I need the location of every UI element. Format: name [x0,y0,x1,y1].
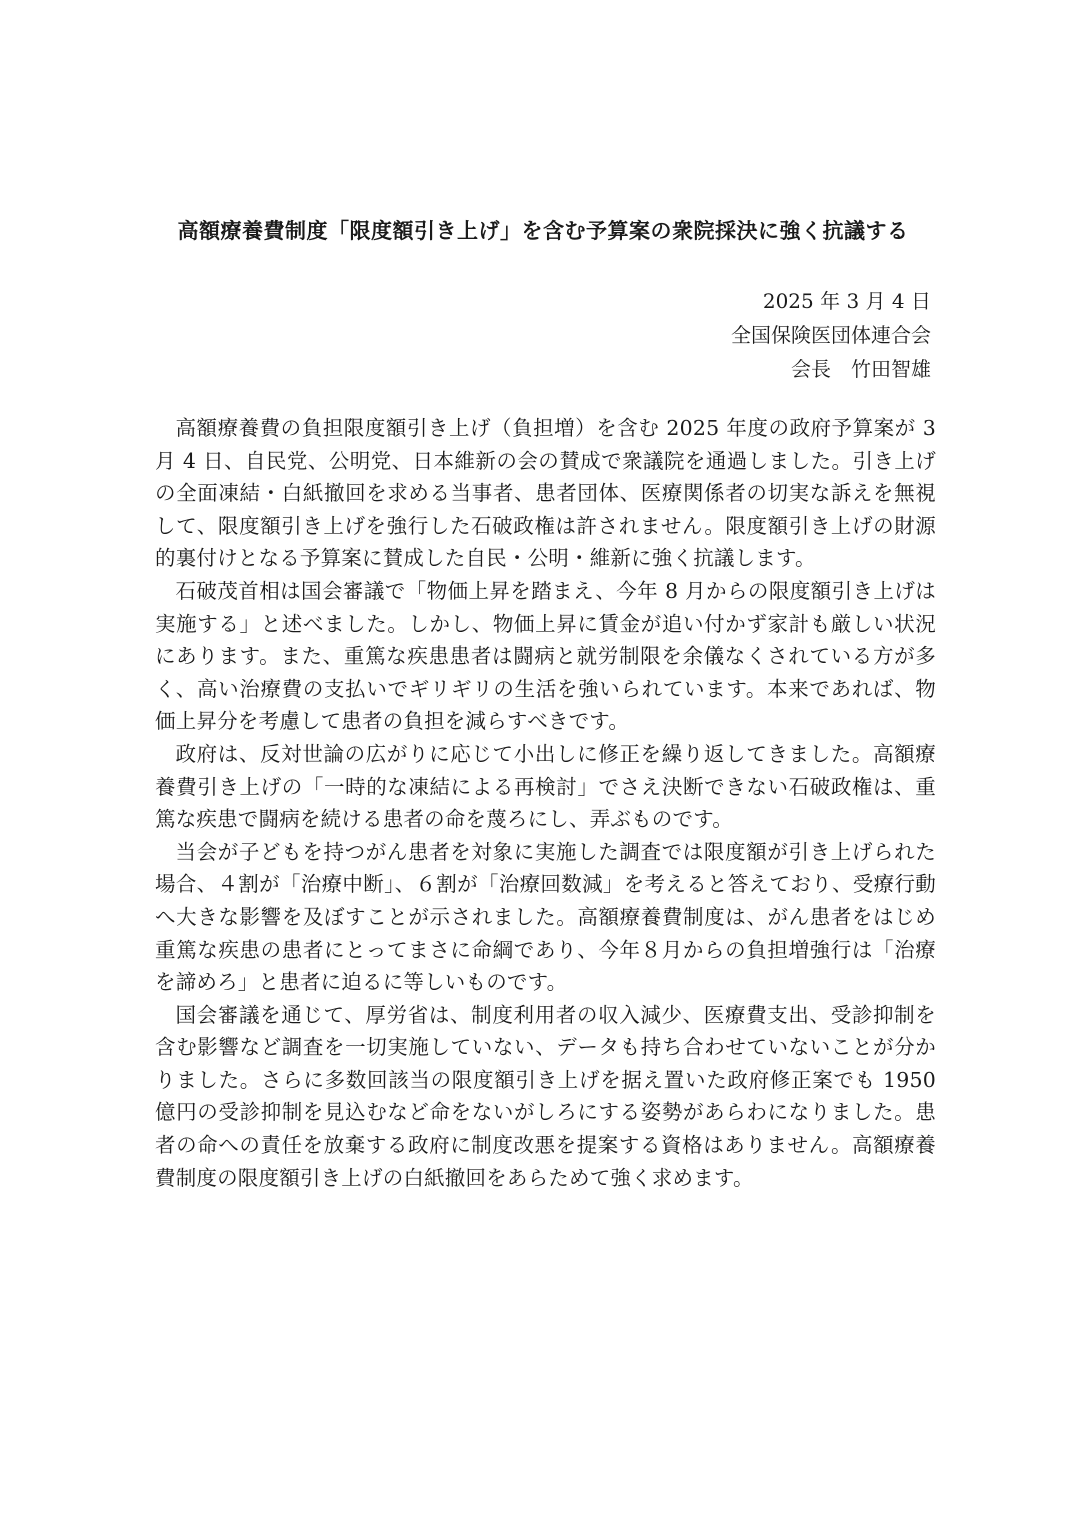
issuing-organization: 全国保険医団体連合会 [731,323,931,347]
document-meta [731,284,931,386]
paragraph: 石破茂首相は国会審議で「物価上昇を踏まえ、今年 8 月からの限度額引き上げは実施する」と述べました。しかし、物価上昇に賃金が追い付かず家計も厳しい状況にあります。また、重篤な疾患患者は闘病と就労制限を余儀なくされている方が多く、高い治療費の支払いでギリギリの生活を強いられています。本来であれば、物価上昇分を考慮して患者の負担を減らすべきです。 [155,578,936,734]
paragraph: 国会審議を通じて、厚労省は、制度利用者の収入減少、医療費支出、受診抑制を含む影響など調査を一切実施していない、データも持ち合わせていないことが分かりました。さらに多数回該当の限度額引き上げを据え置いた政府修正案でも 1950 億円の受診抑制を見込むなど命をないがしろにする姿勢があらわになりました。患者の命への責任を放棄する政府に制度改悪を提案する資格はありません。高額療養費制度の限度額引き上げの白紙撤回をあらためて強く求めます。 [155,1002,936,1190]
signatory: 会長 竹田智雄 [791,357,931,381]
document-title: 高額療養費制度「限度額引き上げ」を含む予算案の衆院採決に強く抗議する [177,219,909,243]
document-date: 2025 年 3 月 4 日 [762,289,931,313]
paragraph: 当会が子どもを持つがん患者を対象に実施した調査では限度額が引き上げられた場合、４割が「治療中断」、６割が「治療回数減」を考えると答えており、受療行動へ大きな影響を及ぼすことが示されました。高額療養費制度は、がん患者をはじめ重篤な疾患の患者にとってまさに命綱であり、今年８月からの負担増強行は「治療を諦めろ」と患者に迫るに等しいものです。 [155,839,936,995]
document-body [155,412,936,1194]
paragraph: 政府は、反対世論の広がりに応じて小出しに修正を繰り返してきました。高額療養費引き上げの「一時的な凍結による再検討」でさえ決断できない石破政権は、重篤な疾患で闘病を続ける患者の命を蔑ろにし、弄ぶものです。 [155,741,936,832]
paragraph: 高額療養費の負担限度額引き上げ（負担増）を含む 2025 年度の政府予算案が 3 月 4 日、自民党、公明党、日本維新の会の賛成で衆議院を通過しました。引き上げの全面凍結・白紙撤回を求める当事者、患者団体、医療関係者の切実な訴えを無視して、限度額引き上げを強行した石破政権は許されません。限度額引き上げの財源的裏付けとなる予算案に賛成した自民・公明・維新に強く抗議します。 [155,416,936,571]
